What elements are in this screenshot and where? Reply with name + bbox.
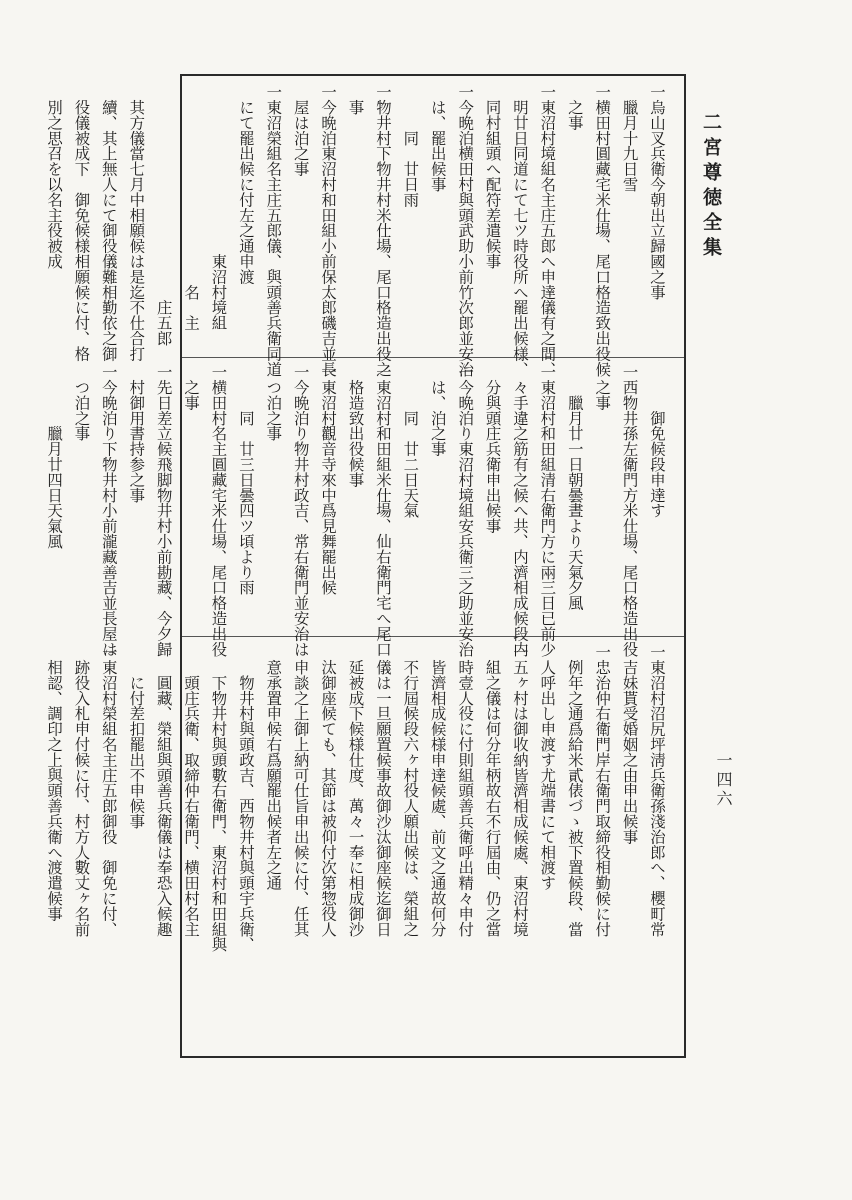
text-line: 例年之通爲給米貳俵づゝ被下置候段、當: [565, 644, 584, 937]
text-line: 時壹人役に付則組頭善兵衛呼出精々申付: [456, 644, 475, 937]
text-line: 名 主: [182, 84, 201, 331]
text-line: 同村組頭へ配符差遣候事: [483, 84, 502, 269]
text-line: 一東沼村沼尻坪淸兵衛孫淺治郎へ、櫻町常: [648, 644, 666, 937]
text-line: 屋は泊之事: [291, 84, 310, 177]
text-block-upper: [45, 84, 670, 377]
text-line: 不行屆候段六ヶ村役人願出候は、榮組之: [401, 644, 420, 937]
text-line: 意承置申候右爲願罷出候者左之通: [264, 644, 283, 891]
text-line: 一東沼村榮組名主庄五郎御役 御免に付、: [99, 644, 118, 937]
text-line: 一先日差立候飛脚物井村小前勘藏、今夕歸: [154, 364, 173, 657]
text-line: 一今晩泊横田村與頭武助小前竹次郎並安治: [456, 84, 475, 377]
text-line: 明廿日同道にて七ツ時役所へ罷出候様、: [510, 84, 529, 377]
text-line: 之事: [182, 364, 201, 411]
text-line: 分與頭庄兵衛申出候事: [483, 364, 502, 534]
text-line: 續、其上無人にて御役儀難相勤依之御: [99, 84, 118, 362]
text-line: 人呼出し申渡す尤端書にて相渡す: [538, 644, 557, 891]
text-line: 村御用書持参之事: [127, 364, 146, 503]
text-line: 吉妹貰受婚姻之由申出候事: [620, 644, 639, 845]
text-line: 一東沼村境組名主庄五郎へ申達儀有之間、: [538, 84, 557, 377]
text-line: 一物井村下物井村米仕場、尾口格造出役之: [373, 84, 392, 377]
text-line: 儀は一旦願置候事故御沙汰御座候迄御日: [373, 644, 392, 937]
text-line: に付差扣罷出不申候事: [127, 644, 146, 829]
text-line: 々手違之筋有之候へ共、内濟相成候段内: [510, 364, 529, 657]
page-number: 一四六: [714, 752, 733, 809]
text-line: 頭庄兵衛、取締仲右衛門、横田村名主: [182, 644, 201, 937]
text-line: 下物井村與頭數右衛門、東沼村和田組與: [209, 644, 228, 952]
text-line: 同 廿二日天氣: [401, 364, 420, 518]
text-line: は、泊之事: [428, 364, 447, 457]
text-line: 汰御座候ても、其節は被仰付次第惣役人: [319, 644, 338, 937]
text-line: 圓藏、榮組與頭善兵衛儀は奉恐入候趣: [154, 644, 173, 937]
text-line: 之事: [565, 84, 584, 131]
text-line: 庄五郎: [154, 84, 173, 346]
text-line: 一横田村名主圓藏宅米仕場、尾口格造出役: [209, 364, 228, 657]
text-block-middle: [45, 364, 670, 657]
text-line: 臘月廿一日朝曇晝より天氣夕風: [565, 364, 584, 611]
text-line: 一今晩泊り物井村政吉、常右衛門並安治は: [291, 364, 310, 657]
text-line: 之事: [593, 364, 612, 411]
text-line: 延被成下候様仕度、萬々一奉に相成御沙: [346, 644, 365, 937]
text-line: にて罷出候に付左之通申渡: [236, 84, 255, 285]
text-block-lower: [45, 644, 670, 1050]
text-line: 皆濟相成候様申達候處、前文之通故何分: [428, 644, 447, 937]
text-line: 臘月廿四日天氣風: [45, 364, 64, 549]
text-line: 事: [346, 84, 365, 115]
text-line: つ泊之事: [264, 364, 283, 441]
text-line: 格造致出役候事: [346, 364, 365, 488]
text-line: 一五ヶ村は御收納皆濟相成候處、東沼村境: [510, 644, 529, 937]
text-line: 役儀被成下 御免候様相願候に付、格: [72, 84, 91, 362]
running-header-title: 二宮尊徳全集: [700, 112, 722, 262]
text-line: 東沼村境組: [209, 84, 228, 331]
text-line: 臘月十九日雪: [620, 84, 639, 192]
text-line: 物井村與頭政吉、西物井村與頭宇兵衛、: [236, 644, 255, 952]
text-line: 一東沼村觀音寺來中爲見舞罷出候: [319, 364, 338, 595]
text-line: 一烏山叉兵衛今朝出立歸國之事: [648, 84, 666, 300]
text-line: 同 廿三日曇四ツ頃より雨: [236, 364, 255, 595]
text-line: 組之儀は何分年柄故右不行屆由、仍之當: [483, 644, 502, 937]
text-line: 御免候段申達す: [648, 364, 666, 518]
text-line: 一今晩泊り下物井村小前瀧藏善吉並長屋は: [99, 364, 118, 657]
text-line: 一東沼村和田組米仕場、仙右衛門宅へ尾口: [373, 364, 392, 657]
text-line: 一東沼榮組名主庄五郎儀、與頭善兵衛同道: [264, 84, 283, 377]
text-line: 一西物井孫左衛門方米仕場、尾口格造出役: [620, 364, 639, 657]
text-line: 一忠治仲右衛門岸右衛門取締役相勤候に付: [593, 644, 612, 937]
text-line: 一横田村圓藏宅米仕場、尾口格造致出役候: [593, 84, 612, 377]
text-line: 一東沼村和田組清右衛門方に兩三日已前少: [538, 364, 557, 657]
text-line: つ泊之事: [72, 364, 91, 441]
text-line: 別之思召を以名主役被成: [45, 84, 64, 269]
text-line: 跡役入札申付候に付、村方人數丈ヶ名前: [72, 644, 91, 937]
text-line: は、罷出候事: [428, 84, 447, 192]
text-line: 相認、調印之上與頭善兵衛へ渡遣候事: [45, 644, 64, 922]
text-line: 其方儀當七月中相願候は是迄不仕合打: [127, 84, 146, 362]
text-line: 同 廿日雨: [401, 84, 420, 208]
section-divider: [182, 636, 684, 637]
text-line: 申談之上御上納可仕旨申出候に付、任其: [291, 644, 310, 937]
text-line: 一今晩泊東沼村和田組小前保太郎磯吉並長: [319, 84, 338, 377]
text-line: 一今晩泊り東沼村境組安兵衛三之助並安治: [456, 364, 475, 657]
